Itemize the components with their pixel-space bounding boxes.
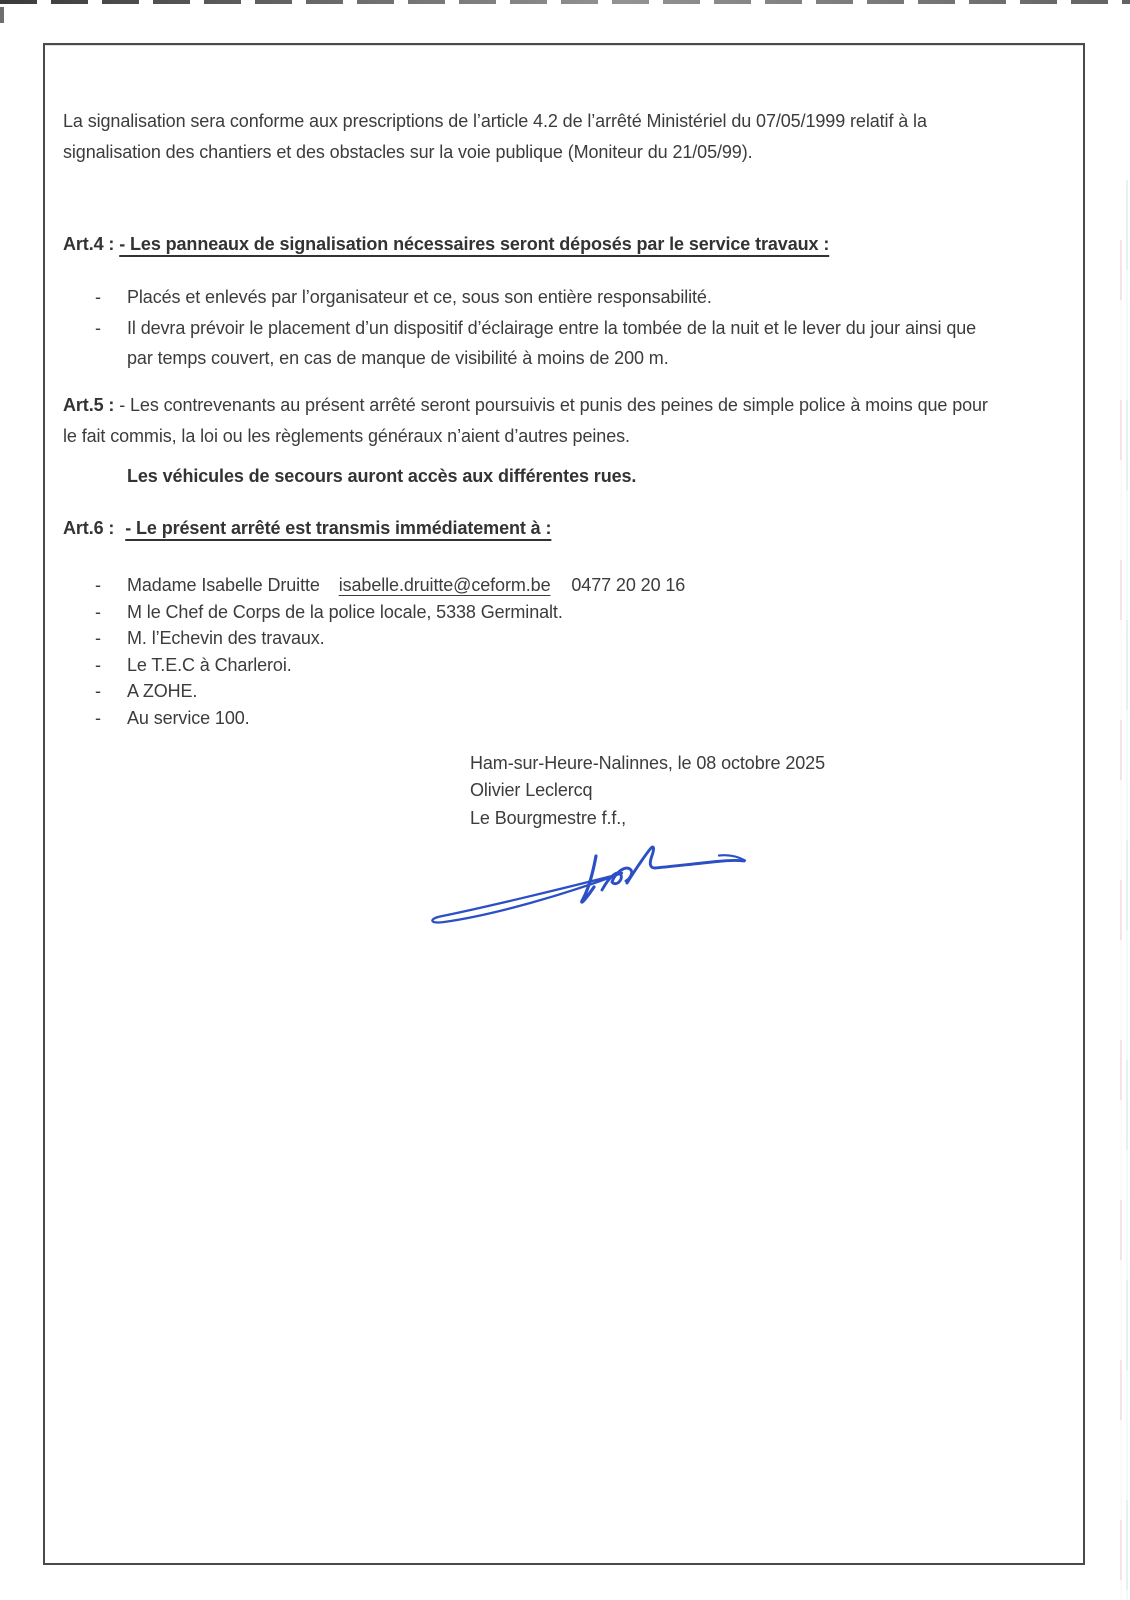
bullet-dash: - (95, 601, 101, 622)
article-4-bullet-list (63, 282, 1063, 374)
list-item (63, 652, 1063, 679)
article-5-line-2: le fait commis, la loi ou les règlements généraux n’aient d’autres peines. (63, 426, 630, 446)
bullet-text-line-1: Il devra prévoir le placement d’un dispositif d’éclairage entre la tombée de la nuit et le lever du jour ainsi que (127, 318, 977, 338)
emergency-access-note: Les véhicules de secours auront accès aux différentes rues. (127, 466, 637, 486)
article-6-heading (63, 518, 551, 539)
article-5-line-1: - Les contrevenants au présent arrêté seront poursuivis et punis des peines de simple police à moins que pour (119, 395, 988, 415)
article-4-title: - Les panneaux de signalisation nécessaires seront déposés par le service travaux : (119, 234, 830, 254)
list-item (63, 625, 1063, 652)
list-item (63, 282, 1063, 312)
handwritten-signature (422, 836, 752, 931)
bullet-dash: - (95, 654, 101, 675)
list-item (63, 313, 1063, 373)
recipient-text: Au service 100. (127, 707, 250, 728)
bullet-dash: - (95, 681, 101, 702)
article-4-heading (63, 234, 829, 255)
bullet-dash: - (95, 287, 101, 307)
recipient-text: A ZOHE. (127, 681, 198, 702)
bullet-dash: - (95, 628, 101, 649)
list-item-contact (63, 572, 1063, 599)
intro-paragraph (63, 106, 927, 168)
recipient-text: M le Chef de Corps de la police locale, 5338 Germinalt. (127, 601, 563, 622)
bullet-dash: - (95, 318, 101, 338)
signature-stroke (627, 847, 744, 883)
recipient-text: Le T.E.C à Charleroi. (127, 654, 292, 675)
scan-artifact-right-line (1126, 180, 1128, 1600)
scan-artifact-left-blob (0, 7, 4, 23)
contact-name: Madame Isabelle Druitte (127, 575, 320, 595)
signature-block (470, 750, 825, 832)
bullet-dash: - (95, 707, 101, 728)
signature-place-date: Ham-sur-Heure-Nalinnes, le 08 octobre 2025 (470, 753, 825, 773)
scan-artifact-right-line (1120, 240, 1122, 1600)
signature-stroke (582, 856, 596, 902)
signature-stroke (432, 873, 622, 922)
signature-name: Olivier Leclercq (470, 780, 593, 801)
article-4-label: Art.4 : (63, 234, 115, 254)
scan-artifact-top-edge (0, 0, 1130, 4)
article-6-title: - Le présent arrêté est transmis immédiatement à : (125, 518, 552, 538)
contact-email: isabelle.druitte@ceform.be (338, 575, 551, 595)
bullet-text-line-2: par temps couvert, en cas de manque de visibilité à moins de 200 m. (127, 348, 669, 368)
signature-title: Le Bourgmestre f.f., (470, 807, 627, 828)
list-item (63, 599, 1063, 626)
intro-line-1: La signalisation sera conforme aux prescriptions de l’article 4.2 de l’arrêté Ministériel du 07/05/1999 relatif à la (63, 111, 927, 131)
list-item (63, 705, 1063, 732)
article-5-label: Art.5 : (63, 395, 115, 415)
contact-phone: 0477 20 20 16 (571, 575, 686, 595)
bullet-dash: - (95, 575, 101, 595)
recipients-list (63, 572, 1063, 732)
article-6-label: Art.6 : (63, 518, 115, 538)
article-5-paragraph (63, 390, 988, 452)
intro-line-2: signalisation des chantiers et des obstacles sur la voie publique (Moniteur du 21/05/99). (63, 142, 753, 162)
list-item (63, 678, 1063, 705)
recipient-text: M. l’Echevin des travaux. (127, 628, 325, 649)
bullet-text: Placés et enlevés par l’organisateur et ce, sous son entière responsabilité. (127, 287, 712, 307)
